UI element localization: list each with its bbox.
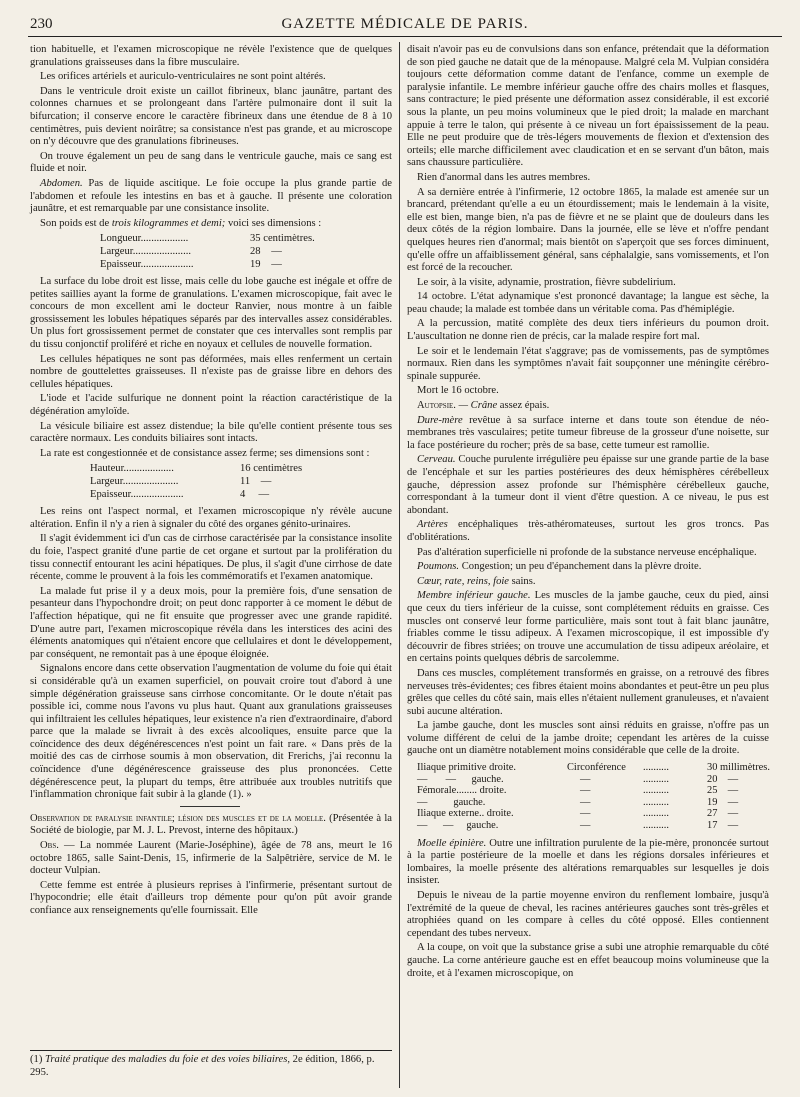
paragraph: A la coupe, on voit que la substance grise a subi une atrophie remarquable du côté gauche. La corne antérieure gauche est en effet beaucoup moins volumineuse que la droite, et à l'examen microscopique, on	[407, 942, 769, 979]
paragraph: Dure-mère revêtue à sa surface interne et dans toute son étendue de néo-membranes très vasculaires; petite tumeur fibreuse de la grosseur d'une noisette, sur la face postérieure du rocher; près de sa base, cette tumeur est ramollie.	[407, 414, 769, 451]
paragraph: tion habituelle, et l'examen microscopique ne révèle l'existence que de quelques granulations graisseuses dans la fibre musculaire.	[30, 44, 392, 68]
section-label: Abdomen.	[40, 177, 83, 189]
paragraph: A sa dernière entrée à l'infirmerie, 12 octobre 1865, la malade est amenée sur un brancard, prétendant qu'elle a eu un étourdissement; mais le lendemain à la visite, elle est bien, mange bien, n'a pas de fièvre et ne se plaint que de douleurs dans les deux côtés de la région lombaire. Dans la journée, elle se lève et n'offre pendant quelques heures rien d'anormal; mais bientôt on s'aperçoit que ses forces diminuent, qu'elle offre un affaiblissement général, sans céphalalgie, sans vomissements, et l'on est forcé de la recoucher.	[407, 186, 769, 274]
paragraph: Membre inférieur gauche. Les muscles de la jambe gauche, ceux du pied, ainsi que ceux du tiers inférieur de la cuisse, sont complétement réduits en graisse. Ces muscles ont conservé leur forme particulière, mais sont tout à fait blanc jaunâtre, friables comme le tissu adipeux. A l'examen microscopique, il est impossible d'y découvrir de fibres striées; on trouve une accumulation de tissu adipeux aréolaire, et en certains points quelques débris de sarcolemme.	[407, 590, 769, 665]
table-row: Iliaque primitive droite. Circonférence .......... 30 millimètres.	[417, 762, 770, 774]
paragraph: Son poids est de trois kilogrammes et demi; voici ses dimensions :	[40, 217, 322, 229]
left-column	[30, 44, 392, 920]
paragraph: La rate est congestionnée et de consistance assez ferme; ses dimensions sont :	[40, 447, 370, 459]
paragraph: La vésicule biliaire est assez distendue; la bile qu'elle contient présente tous ses caractère normaux. Les conduits biliaires sont intacts.	[30, 420, 392, 445]
paragraph: Poumons. Congestion; un peu d'épanchement dans la plèvre droite.	[417, 561, 702, 573]
paragraph: Depuis le niveau de la partie moyenne environ du renflement lombaire, jusqu'à l'extrémité de la queue de cheval, les racines antérieures gauches sont très-grêles et atrophiées quand on les compare à celles du côté opposé. Elles contiennent cependant des tubes nerveux.	[407, 890, 769, 939]
artery-measurements-table	[417, 762, 769, 832]
liver-dimensions-table	[100, 233, 392, 271]
paragraph: Obs. — La nommée Laurent (Marie-Joséphine), âgée de 78 ans, meurt le 16 octobre 1865, salle Saint-Denis, 15, infirmerie de la Salpêtrière, service de M. le docteur Vulpian.	[30, 840, 392, 877]
paragraph: On trouve également un peu de sang dans le ventricule gauche, mais ce sang est fluide et noir.	[30, 150, 392, 175]
table-row: — — gauche. — .......... 20 —	[417, 773, 739, 785]
paragraph: La surface du lobe droit est lisse, mais celle du lobe gauche est inégale et offre de petites saillies ayant la forme de granulations. L'examen microscopique, fait avec le concours de mon excellent ami le docteur Ranvier, nous montre à un faible grossissement les lobules hépatiques séparés par des intervalles assez considérables. Un plus fort grossissement permet de constater que ces intervalles sont remplis par du tissu conjonctif proliféré et riche en noyaux et cellules de nouvelle formation.	[30, 276, 392, 351]
paragraph: Mort le 16 octobre.	[417, 385, 499, 397]
paragraph: La malade fut prise il y a deux mois, pour la première fois, d'une sensation de pesanteur dans l'hypochondre droit; on peut donc rapporter à ce moment le début de l'affection hépatique, qui ne fit ensuite que progresser avec une grande rapidité. D'une autre part, l'examen microscopique révéla dans les interstices des acini des éléments anatomiques qui n'étaient encore que cellulaires et dont le développement, par conséquent, ne remontait pas à une époque éloignée.	[30, 585, 392, 660]
paragraph: Dans le ventricule droit existe un caillot fibrineux, blanc jaunâtre, partant des colonnes charnues et se prolongeant dans l'artère pulmonaire dont il suit la bifurcation; il conserve encore le caractère fibrineux dans une étendue de 8 à 10 centimètres, puis devient noirâtre; sa consistance n'est pas grande, et au microscope on n'y découvre que des granulations fibrineuses.	[30, 85, 392, 148]
paragraph: Artères encéphaliques très-athéromateuses, surtout les gros troncs. Pas d'oblitérations.	[407, 519, 769, 543]
table-row: Largeur..................... 11 —	[90, 476, 272, 487]
table-row: Longueur.................. 35 centimètres.	[100, 233, 315, 245]
table-row: Epaisseur.................... 4 —	[90, 488, 270, 500]
paragraph: Les reins ont l'aspect normal, et l'examen microscopique n'y révèle aucune altération. Enfin il n'y a rien à signaler du côté des organes génito-urinaires.	[30, 506, 392, 530]
page-number: 230	[30, 16, 53, 32]
journal-title: GAZETTE MÉDICALE DE PARIS.	[281, 16, 529, 32]
table-row: — — gauche. — .......... 17 —	[417, 820, 739, 832]
column-divider	[399, 42, 400, 1088]
paragraph: Abdomen. Pas de liquide ascitique. Le foie occupe la plus grande partie de l'abdomen et refoule les intestins en bas et à gauche. Il présente une coloration jaunâtre, et est remarquable par une consistance insolite.	[30, 177, 392, 215]
paragraph: Il s'agit évidemment ici d'un cas de cirrhose caractérisée par la consistance insolite du foie, l'aspect granité d'une partie de cet organe et surtout par la prolifération du tissu connectif entourant les acini hépatiques. De plus, il s'agit d'une cirrhose de date récente, comme le prouvent à la fois les commémoratifs et l'examen anatomique.	[30, 533, 392, 583]
paragraph: Rien d'anormal dans les autres membres.	[417, 171, 591, 183]
paragraph: Cœur, rate, reins, foie sains.	[417, 575, 536, 587]
paragraph: Les orifices artériels et auriculo-ventriculaires ne sont point altérés.	[40, 71, 326, 83]
page-header	[28, 14, 782, 37]
paragraph: Le soir, à la visite, adynamie, prostration, fièvre subdelirium.	[417, 276, 676, 288]
paragraph: Les cellules hépatiques ne sont pas déformées, mais elles renferment un certain nombre de gouttelettes graisseuses. Il n'existe pas de graisse libre en dehors des cellules hépatiques.	[30, 353, 392, 390]
paragraph: Cette femme est entrée à plusieurs reprises à l'infirmerie, présentant surtout de l'hypocondrie; elle était d'ailleurs trop démente pour qu'on pût avoir grande confiance aux renseignements qu'elle fournissait. Elle	[30, 879, 392, 916]
paragraph: Dans ces muscles, complétement transformés en graisse, on a retrouvé des fibres nerveuses très-évidentes; ces fibres étaient moins abondantes et peut-être un peu plus grêles que celles du côté sain, mais elles n'étaient nullement granuleuses, et n'avaient subi aucune altération.	[407, 667, 769, 717]
table-row: Largeur...................... 28 —	[100, 245, 282, 257]
paragraph: Signalons encore dans cette observation l'augmentation de volume du foie qui était si considérable qu'à un examen superficiel, on pouvait croire tout d'abord à une simple dégénération graisseuse sans cirrhose concomitante. Or le doute n'était pas possible ici, comme nous l'avons vu plus haut. Quant aux granulations graisseuses qui infiltraient les cellules hépatiques, leur existence n'a rien d'extraordinaire, d'abord parce que la malade se livrait à des excès alcooliques, ensuite parce que la coïncidence des deux dégénérescences n'est point un fait rare. « Dans près de la moitié des cas de cirrhose soumis à mon observation, dit Frerichs, j'ai reconnu la coïncidence d'une dégénérescence graisseuse des plus prononcées. Cette dégénérescence peut, la plupart du temps, être attribuée aux troubles nutritifs que l'inflammation chronique fait subir à la glande (1). »	[30, 663, 392, 801]
paragraph: La jambe gauche, dont les muscles sont ainsi réduits en graisse, n'offre pas un volume différent de celui de la jambe droite; cependant les artères de la cuisse gauche ont un diamètre notablement moins considérable que celle de la droite.	[407, 720, 769, 757]
paragraph: A la percussion, matité complète des deux tiers inférieurs du poumon droit. L'auscultation ne donne rien de précis, car la malade respire fort mal.	[407, 318, 769, 343]
table-row: Fémorale........ droite. — .......... 25 —	[417, 785, 739, 797]
table-row: — gauche. — .......... 19 —	[417, 796, 739, 808]
observation-title: Observation de paralysie infantile; lésion des muscles et de la moelle. (Présentée à la Société de biologie, par M. J. L. Prevost, interne des hôpitaux.)	[30, 812, 392, 837]
table-row: Iliaque externe.. droite. — .......... 27 —	[417, 808, 739, 820]
table-row: Hauteur................... 16 centimètres	[90, 463, 303, 475]
paragraph: Autopsie. — Crâne assez épais.	[417, 400, 550, 412]
table-row: Epaisseur.................... 19 —	[100, 258, 282, 270]
paragraph: Moelle épinière. Outre une infiltration purulente de la pie-mère, prononcée surtout à la partie postérieure de la moelle et dans les régions dorsales inférieures et lombaires, la moelle présente des altérations remarquables sur lesquelles je dois insister.	[407, 837, 770, 887]
right-column	[407, 44, 769, 982]
paragraph: Cerveau. Couche purulente irrégulière peu épaisse sur une grande partie de la base de l'encéphale et sur les parties postérieures des deux hémisphères cérébelleux gauche, dépression assez profonde sur l'hémisphère cérébelleux gauche, correspondant à la tumeur dont il vient d'être question. A ce niveau, le pus est abondant.	[407, 454, 769, 516]
section-divider	[180, 806, 240, 807]
spleen-dimensions-table	[90, 463, 392, 501]
paragraph: disait n'avoir pas eu de convulsions dans son enfance, prétendait que la déformation de son pied gauche ne datait que de la ménopause. Malgré cela M. Vulpian considéra toujours cette déformation comme datant de l'enfance, comme un exemple de paralysie infantile. Le membre inférieur gauche offre des chairs molles et flasques, sans contracture; le pied présente une déformation assez considérable, il est excorié sous la plante, un peu moins volumineux que le pied droit; la malade en marchant appuie à terre le talon, qui présente à ce niveau un fort épaississement de la peau. Elle ne peut produire que de très-légers mouvements de flexion et d'extension des orteils; elle marche difficilement avec claudication et en se servant d'un bâton, mais sans chaussure particulière.	[407, 44, 769, 169]
paragraph: Pas d'altération superficielle ni profonde de la substance nerveuse encéphalique.	[417, 546, 757, 558]
paragraph: L'iode et l'acide sulfurique ne donnent point la réaction caractéristique de la dégénération amyloïde.	[30, 393, 392, 418]
paragraph: 14 octobre. L'état adynamique s'est prononcé davantage; la langue est sèche, la peau chaude; la malade est tombée dans un véritable coma. Pas d'hémiplégie.	[407, 291, 769, 315]
paragraph: Le soir et le lendemain l'état s'aggrave; pas de vomissements, pas de symptômes normaux. Rien dans les symptômes n'avait fait soupçonner une méningite cérébro-spinale suppurée.	[407, 345, 769, 382]
footnote: (1) Traité pratique des maladies du foie et des voies biliaires, 2e édition, 1866, p. 295.	[30, 1050, 392, 1079]
